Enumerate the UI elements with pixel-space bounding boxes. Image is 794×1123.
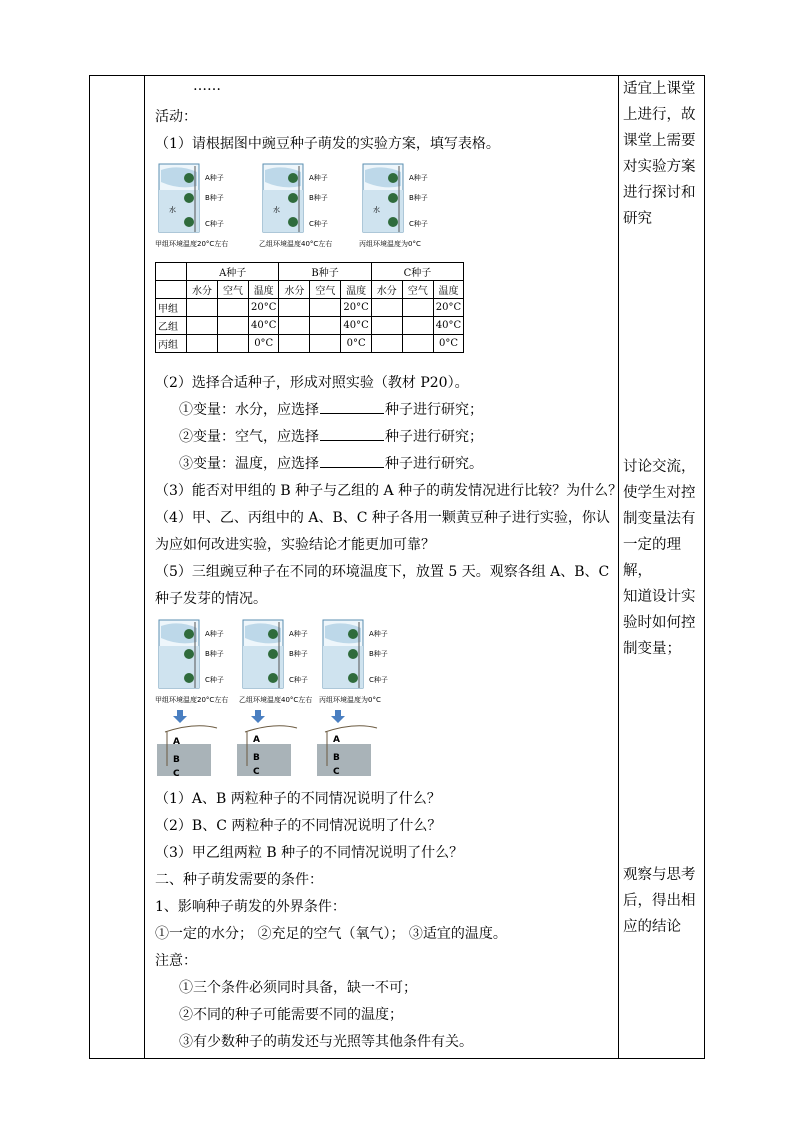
column-divider-right [618, 76, 619, 1058]
seed-label-a: A种子 [205, 174, 224, 182]
sub-air: 空气 [310, 281, 341, 299]
question-4-line1: （4）甲、乙、丙组中的 A、B、C 种子各用一颗黄豆种子进行实验，你认 [155, 510, 610, 526]
side-note-2: 讨论交流， 使学生对控 制变量法有 一定的理解， 知道设计实 验时如何控 制变量； [623, 459, 696, 657]
seed-label-c: C种子 [309, 220, 328, 228]
conditions-list: ①一定的水分； ②充足的空气（氧气）； ③适宜的温度。 [155, 926, 507, 942]
temp-cell: 0°C [433, 335, 463, 353]
table-row [156, 317, 464, 335]
header-seed-a: A种子 [187, 263, 279, 281]
sub-question-3: （3）甲乙组两粒 B 种子的不同情况说明了什么？ [155, 845, 464, 861]
beaker-figure-2 [155, 616, 465, 780]
temp-cell: 40°C [249, 317, 279, 335]
temp-cell: 0°C [341, 335, 371, 353]
seed-label-a: A种子 [289, 630, 308, 638]
note-1: ①三个条件必须同时具备，缺一不可； [179, 980, 417, 996]
seed-label-c: C种子 [369, 676, 388, 684]
down-arrow-icon [173, 710, 345, 723]
water-label: 水 [169, 206, 176, 214]
header-seed-b: B种子 [279, 263, 371, 281]
seed-label-a: A种子 [309, 174, 328, 182]
sub-air: 空气 [218, 281, 249, 299]
answer-blank[interactable] [320, 399, 384, 414]
seed-label-c: C种子 [409, 220, 428, 228]
seed-label-b: B种子 [409, 194, 428, 202]
variable-air: ②变量：空气，应选择 种子进行研究； [179, 426, 483, 446]
sub-temp: 温度 [433, 281, 463, 299]
seed-label-a: A种子 [409, 174, 428, 182]
conditions-title: 1、影响种子萌发的外界条件： [155, 899, 346, 915]
temp-cell: 20°C [249, 299, 279, 317]
beaker-figure-1 [155, 160, 465, 252]
answer-blank[interactable] [320, 453, 384, 468]
sub-question-1: （1）A、B 两粒种子的不同情况说明了什么？ [155, 791, 441, 807]
lesson-table [89, 75, 705, 1059]
header-seed-c: C种子 [371, 263, 463, 281]
photo-label-b: B [173, 755, 180, 765]
experiment-table [155, 262, 464, 353]
temp-cell: 20°C [341, 299, 371, 317]
temp-cell: 20°C [433, 299, 463, 317]
water-label: 水 [273, 206, 280, 214]
sub-temp: 温度 [249, 281, 279, 299]
question-4-line2: 为应如何改进实验，实验结论才能更加可靠？ [155, 537, 435, 553]
photo-label-c: C [173, 769, 180, 779]
temp-cell: 40°C [341, 317, 371, 335]
seed-label-c: C种子 [205, 676, 224, 684]
temp-cell: 0°C [249, 335, 279, 353]
photo-label-b: B [253, 753, 260, 763]
seed-label-b: B种子 [289, 650, 308, 658]
row-label: 乙组 [156, 317, 187, 335]
note-3: ③有少数种子的萌发还与光照等其他条件有关。 [179, 1034, 473, 1050]
beaker-caption-3: 丙组环境温度为0°C [359, 240, 421, 248]
photo-label-a: A [173, 737, 180, 747]
table-row [156, 299, 464, 317]
germination-photo [157, 726, 377, 779]
seed-label-b: B种子 [309, 194, 328, 202]
activity-title: 活动： [155, 109, 197, 125]
note-title: 注意： [155, 953, 197, 969]
question-2: （2）选择合适种子，形成对照实验（教材 P20）。 [155, 375, 469, 391]
photo-label-a: A [253, 735, 260, 745]
seed-label-c: C种子 [289, 676, 308, 684]
sub-temp: 温度 [341, 281, 371, 299]
question-1: （1）请根据图中豌豆种子萌发的实验方案，填写表格。 [155, 136, 500, 152]
question-5-line2: 种子发芽的情况。 [155, 591, 267, 607]
temp-cell: 40°C [433, 317, 463, 335]
seed-label-a: A种子 [205, 630, 224, 638]
beaker-caption-2: 乙组环境温度40°C左右 [239, 696, 313, 704]
side-note-3: 观察与思考 后，得出相 应的结论 [623, 867, 696, 935]
sub-water: 水分 [279, 281, 310, 299]
beaker-caption-3: 丙组环境温度为0°C [319, 696, 381, 704]
beaker-caption-1: 甲组环境温度20°C左右 [155, 696, 229, 704]
seed-label-b: B种子 [205, 194, 224, 202]
seed-label-b: B种子 [369, 650, 388, 658]
ellipsis: …… [193, 78, 221, 94]
seed-label-b: B种子 [205, 650, 224, 658]
question-5-line1: （5）三组豌豆种子在不同的环境温度下，放置 5 天。观察各组 A、B、C [155, 564, 610, 580]
seed-label-c: C种子 [205, 220, 224, 228]
variable-temperature: ③变量：温度，应选择 种子进行研究。 [179, 453, 483, 473]
note-2: ②不同的种子可能需要不同的温度； [179, 1007, 403, 1023]
question-3: （3）能否对甲组的 B 种子与乙组的 A 种子的萌发情况进行比较？为什么？ [155, 483, 623, 499]
water-label: 水 [373, 206, 380, 214]
sub-water: 水分 [371, 281, 402, 299]
side-note-1: 适宜上课堂 上进行，故 课堂上需要 对实验方案 进行探讨和 研究 [623, 81, 696, 227]
photo-label-b: B [333, 753, 340, 763]
row-label: 甲组 [156, 299, 187, 317]
variable-water: ①变量：水分，应选择 种子进行研究； [179, 399, 483, 419]
seed-label-a: A种子 [369, 630, 388, 638]
beaker-caption-1: 甲组环境温度20°C左右 [155, 240, 229, 248]
column-divider-left [144, 76, 145, 1058]
sub-air: 空气 [402, 281, 433, 299]
row-label: 丙组 [156, 335, 187, 353]
section-2-title: 二、种子萌发需要的条件： [155, 872, 323, 888]
table-row [156, 335, 464, 353]
sub-question-2: （2）B、C 两粒种子的不同情况说明了什么？ [155, 818, 442, 834]
photo-label-c: C [333, 767, 340, 777]
photo-label-c: C [253, 767, 260, 777]
sub-water: 水分 [187, 281, 218, 299]
answer-blank[interactable] [320, 426, 384, 441]
photo-label-a: A [333, 735, 340, 745]
beaker-caption-2: 乙组环境温度40°C左右 [259, 240, 333, 248]
